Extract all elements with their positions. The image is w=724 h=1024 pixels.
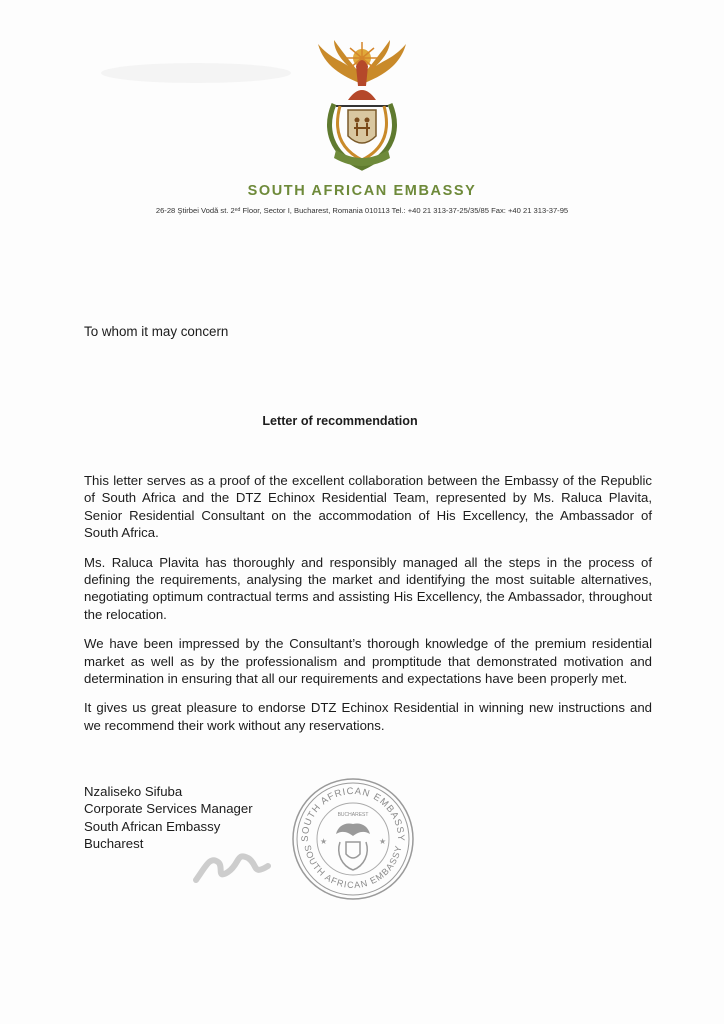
embassy-name-heading: SOUTH AFRICAN EMBASSY <box>247 183 477 199</box>
signatory-organization: South African Embassy <box>84 818 221 834</box>
stamp-city-top: BUCHAREST <box>337 812 369 818</box>
signatory-name: Nzaliseko Sifuba <box>84 784 183 799</box>
embassy-stamp <box>290 776 416 902</box>
svg-text:★: ★ <box>320 837 328 846</box>
paper-smudge <box>96 58 296 88</box>
svg-text:★: ★ <box>379 837 387 846</box>
svg-text:SOUTH AFRICAN EMBASSY <box>302 844 403 890</box>
paragraph: This letter serves as a proof of the excellent collaboration between the Embassy of the Republic of South Africa and the DTZ Echinox Residential Team, represented by Ms. Raluca Plavita, Senior Residential Consultant on the accommodation of His Excellency, the Ambassador of South Africa. <box>84 473 652 541</box>
letter-body <box>84 472 652 746</box>
paragraph: Ms. Raluca Plavita has thoroughly and responsibly managed all the steps in the process of defining the requirements, analysing the market and identifying the most suitable alternatives, negotiating optimum contractual terms and assisting His Excellency, the Ambassador, throughout the relocation. <box>84 554 652 622</box>
paragraph: It gives us great pleasure to endorse DTZ Echinox Residential in winning new instructions and we recommend their work without any reservations. <box>84 700 652 733</box>
handwritten-signature <box>188 836 278 892</box>
salutation: To whom it may concern <box>84 324 229 339</box>
embassy-address: 26-28 Ştirbei Vodă st. 2ⁿᵈ Floor, Sector I, Bucharest, Romania 010113 Tel.: +40 21 313-37-25/35/85 Fax: +40 21 313-37-95 <box>155 206 569 215</box>
signatory-title: Corporate Services Manager <box>84 801 253 817</box>
signatory-city: Bucharest <box>84 836 144 852</box>
paragraph: We have been impressed by the Consultant’s thorough knowledge of the premium residential market as well as by the professionalism and promptitude that demonstrated motivation and determination in ensuring that all our requirements and expectations have been properly met. <box>84 636 652 687</box>
stamp-text-top: SOUTH AFRICAN EMBASSY <box>299 785 407 842</box>
stamp-text-bottom: SOUTH AFRICAN EMBASSY <box>302 844 404 891</box>
coat-of-arms-logo <box>312 36 412 172</box>
letter-subject: Letter of recommendation <box>262 414 418 428</box>
